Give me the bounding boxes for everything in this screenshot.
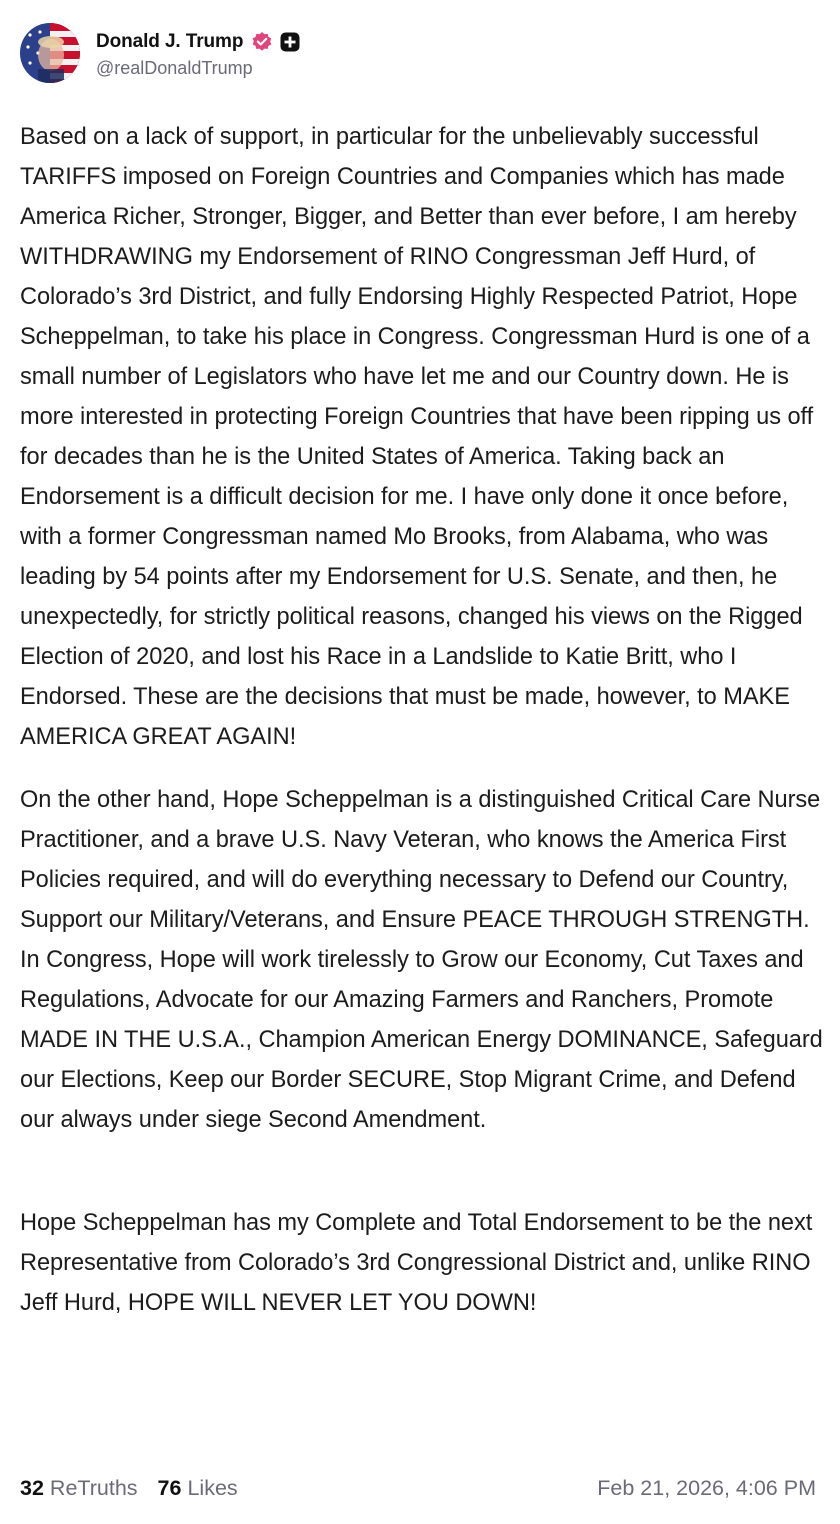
name-row: [96, 28, 301, 56]
avatar[interactable]: [20, 23, 80, 83]
post-paragraph: Hope Scheppelman has my Complete and Total Endorsement to be the next Representative from Colorado’s 3rd Congressional District and, unlike RINO Jeff Hurd, HOPE WILL NEVER LET YOU DOWN!: [20, 1210, 813, 1316]
post-stats: [20, 1476, 238, 1501]
post-paragraph: Based on a lack of support, in particular for the unbelievably successful TARIFFS imposed on Foreign Countries and Companies which has made America Richer, Stronger, Bigger, and Better than ever before, I am hereby WITHDRAWING my Endorsement of RINO Congressman Jeff Hurd, of Colorado’s 3rd District, and fully Endorsing Highly Respected Patriot, Hope Scheppelman, to take his place in Congress. Congressman Hurd is one of a small number of Legislators who have let me and our Country down. He is more interested in protecting Foreign Countries that have been ripping us off for decades than he is the United States of America. Taking back an Endorsement is a difficult decision for me. I have only done it once before, with a former Congressman named Mo Brooks, from Alabama, who was leading by 54 points after my Endorsement for U.S. Senate, and then, he unexpectedly, for strictly political reasons, changed his views on the Rigged Election of 2020, and lost his Race in a Landslide to Katie Britt, who I Endorsed. These are the decisions that must be made, however, to MAKE AMERICA GREAT AGAIN!: [20, 124, 814, 750]
author-handle[interactable]: @realDonaldTrump: [96, 57, 253, 78]
author-identity: [96, 28, 301, 79]
plus-badge-icon: [279, 31, 301, 53]
post-timestamp[interactable]: Feb 21, 2026, 4:06 PM: [597, 1475, 816, 1500]
post-footer: [20, 1470, 816, 1506]
retruths-stat[interactable]: [20, 1476, 138, 1501]
likes-count: 76: [157, 1475, 182, 1500]
post-body: [20, 117, 826, 1323]
post-header: [20, 20, 301, 86]
likes-label: Likes: [187, 1475, 238, 1500]
verified-badge-icon: [251, 31, 273, 53]
likes-stat[interactable]: [158, 1476, 238, 1501]
retruths-count: 32: [20, 1475, 44, 1500]
retruths-label: ReTruths: [49, 1475, 138, 1500]
author-display-name[interactable]: Donald J. Trump: [96, 30, 244, 52]
post-paragraph: On the other hand, Hope Scheppelman is a distinguished Critical Care Nurse Practitioner, and a brave U.S. Navy Veteran, who knows the America First Policies required, and will do everything necessary to Defend our Country, Support our Military/Veterans, and Ensure PEACE THROUGH STRENGTH. In Congress, Hope will work tirelessly to Grow our Economy, Cut Taxes and Regulations, Advocate for our Amazing Farmers and Ranchers, Promote MADE IN THE U.S.A., Champion American Energy DOMINANCE, Safeguard our Elections, Keep our Border SECURE, Stop Migrant Crime, and Defend our always under siege Second Amendment.: [20, 787, 823, 1133]
